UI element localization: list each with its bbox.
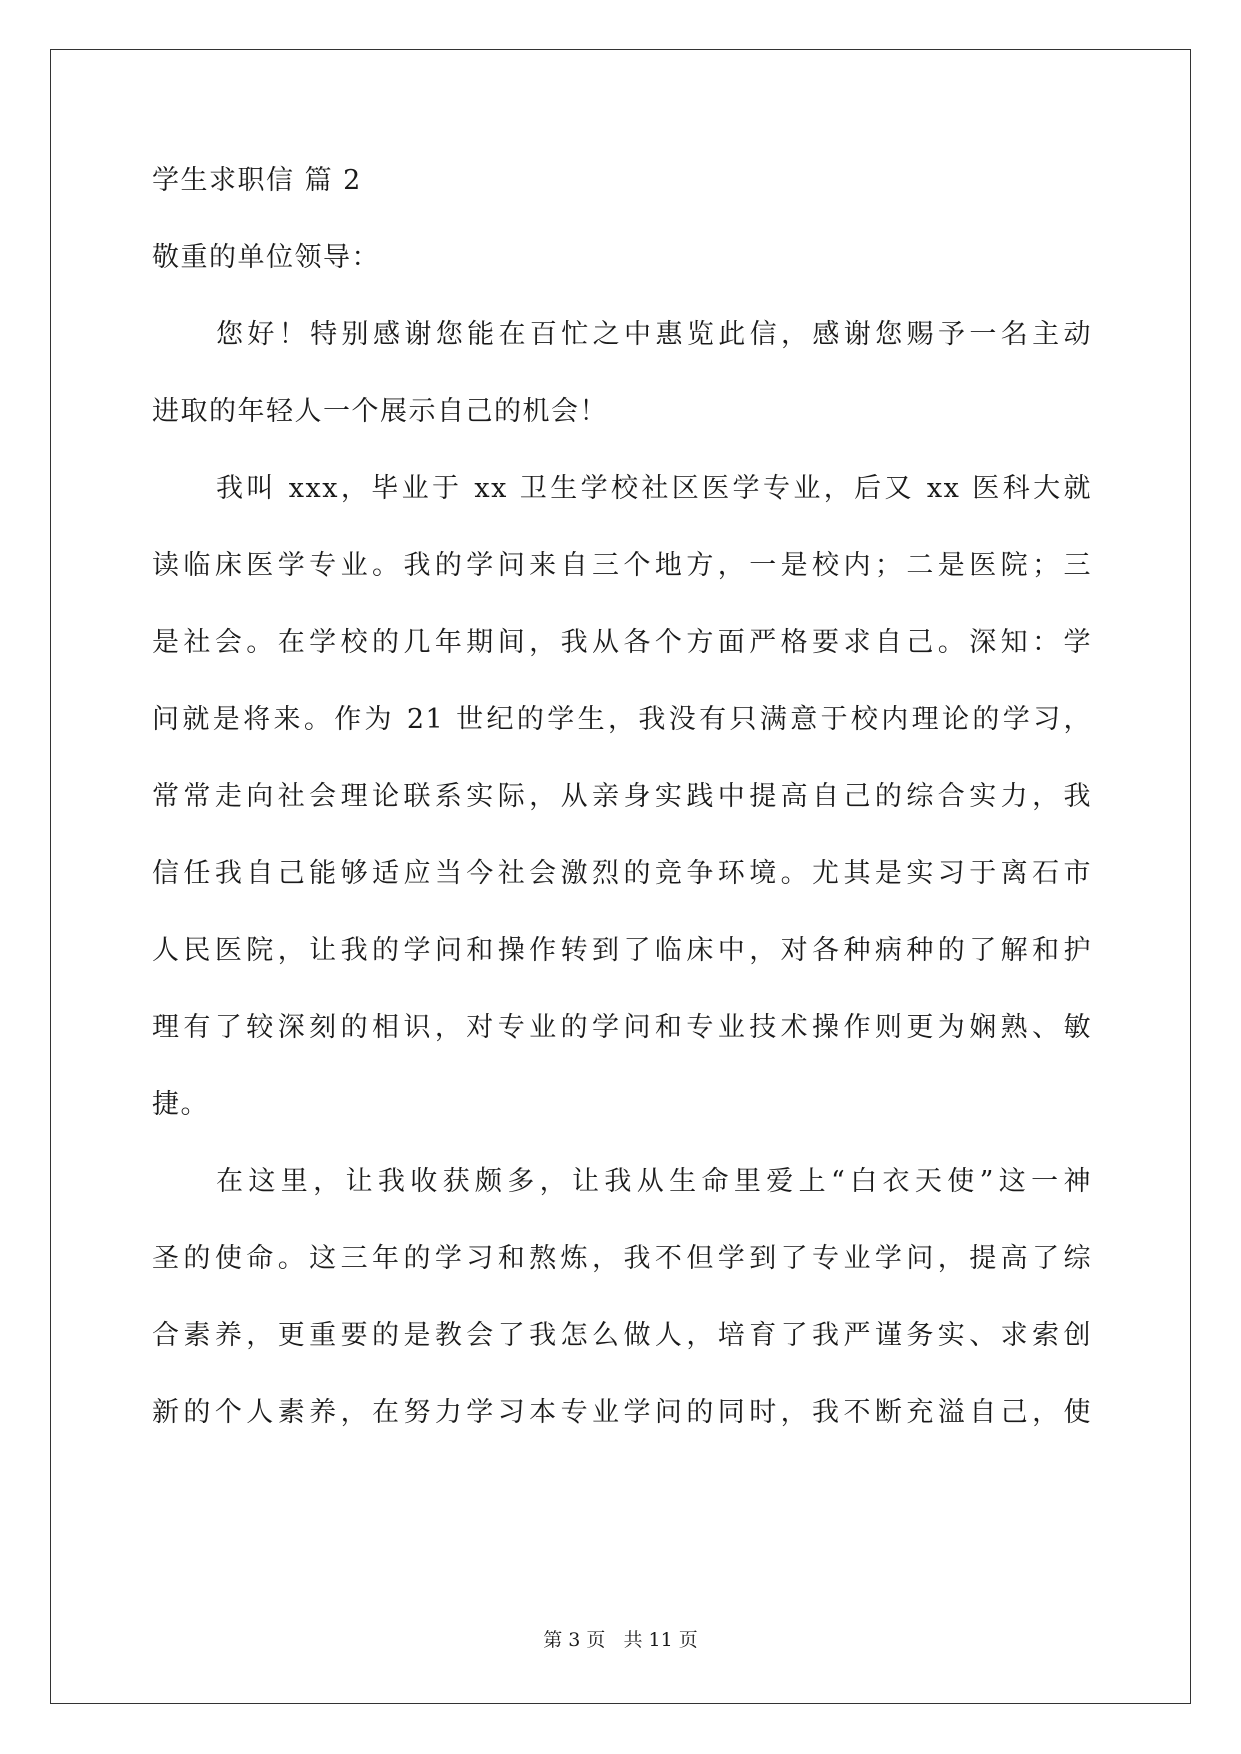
text-line: 信任我自己能够适应当今社会激烈的竞争环境。尤其是实习于离石市 (152, 858, 1092, 889)
text-line: 问就是将来。作为 21 世纪的学生，我没有只满意于校内理论的学习， (152, 704, 1092, 735)
text-line: 我叫 xxx，毕业于 xx 卫生学校社区医学专业，后又 xx 医科大就 (216, 473, 1092, 504)
text-line: 在这里，让我收获颇多，让我从生命里爱上“白衣天使”这一神 (216, 1166, 1092, 1197)
text-line: 合素养，更重要的是教会了我怎么做人，培育了我严谨务实、求索创 (152, 1320, 1092, 1351)
letter-paragraphs (152, 314, 1092, 1433)
text-line: 进取的年轻人一个展示自己的机会！ (152, 396, 608, 427)
text-line: 是社会。在学校的几年期间，我从各个方面严格要求自己。深知：学 (152, 627, 1092, 658)
text-line: 捷。 (152, 1089, 209, 1120)
document-heading: 学生求职信 篇 2 (152, 165, 362, 196)
page-number-current: 第 3 页 (543, 1629, 606, 1651)
page-number-total: 共 11 页 (623, 1629, 698, 1651)
salutation: 敬重的单位领导： (152, 242, 380, 273)
text-line: 理有了较深刻的相识，对专业的学问和专业技术操作则更为娴熟、敏 (152, 1012, 1092, 1043)
document-body (152, 160, 1092, 1469)
page-footer (0, 1628, 1241, 1652)
text-line: 读临床医学专业。我的学问来自三个地方，一是校内；二是医院；三 (152, 550, 1092, 581)
text-line: 圣的使命。这三年的学习和熬炼，我不但学到了专业学问，提高了综 (152, 1243, 1092, 1274)
text-line: 您好！特别感谢您能在百忙之中惠览此信，感谢您赐予一名主动 (216, 319, 1092, 350)
text-line: 常常走向社会理论联系实际，从亲身实践中提高自己的综合实力，我 (152, 781, 1092, 812)
text-line: 新的个人素养，在努力学习本专业学问的同时，我不断充溢自己，使 (152, 1397, 1092, 1428)
text-line: 人民医院，让我的学问和操作转到了临床中，对各种病种的了解和护 (152, 935, 1092, 966)
